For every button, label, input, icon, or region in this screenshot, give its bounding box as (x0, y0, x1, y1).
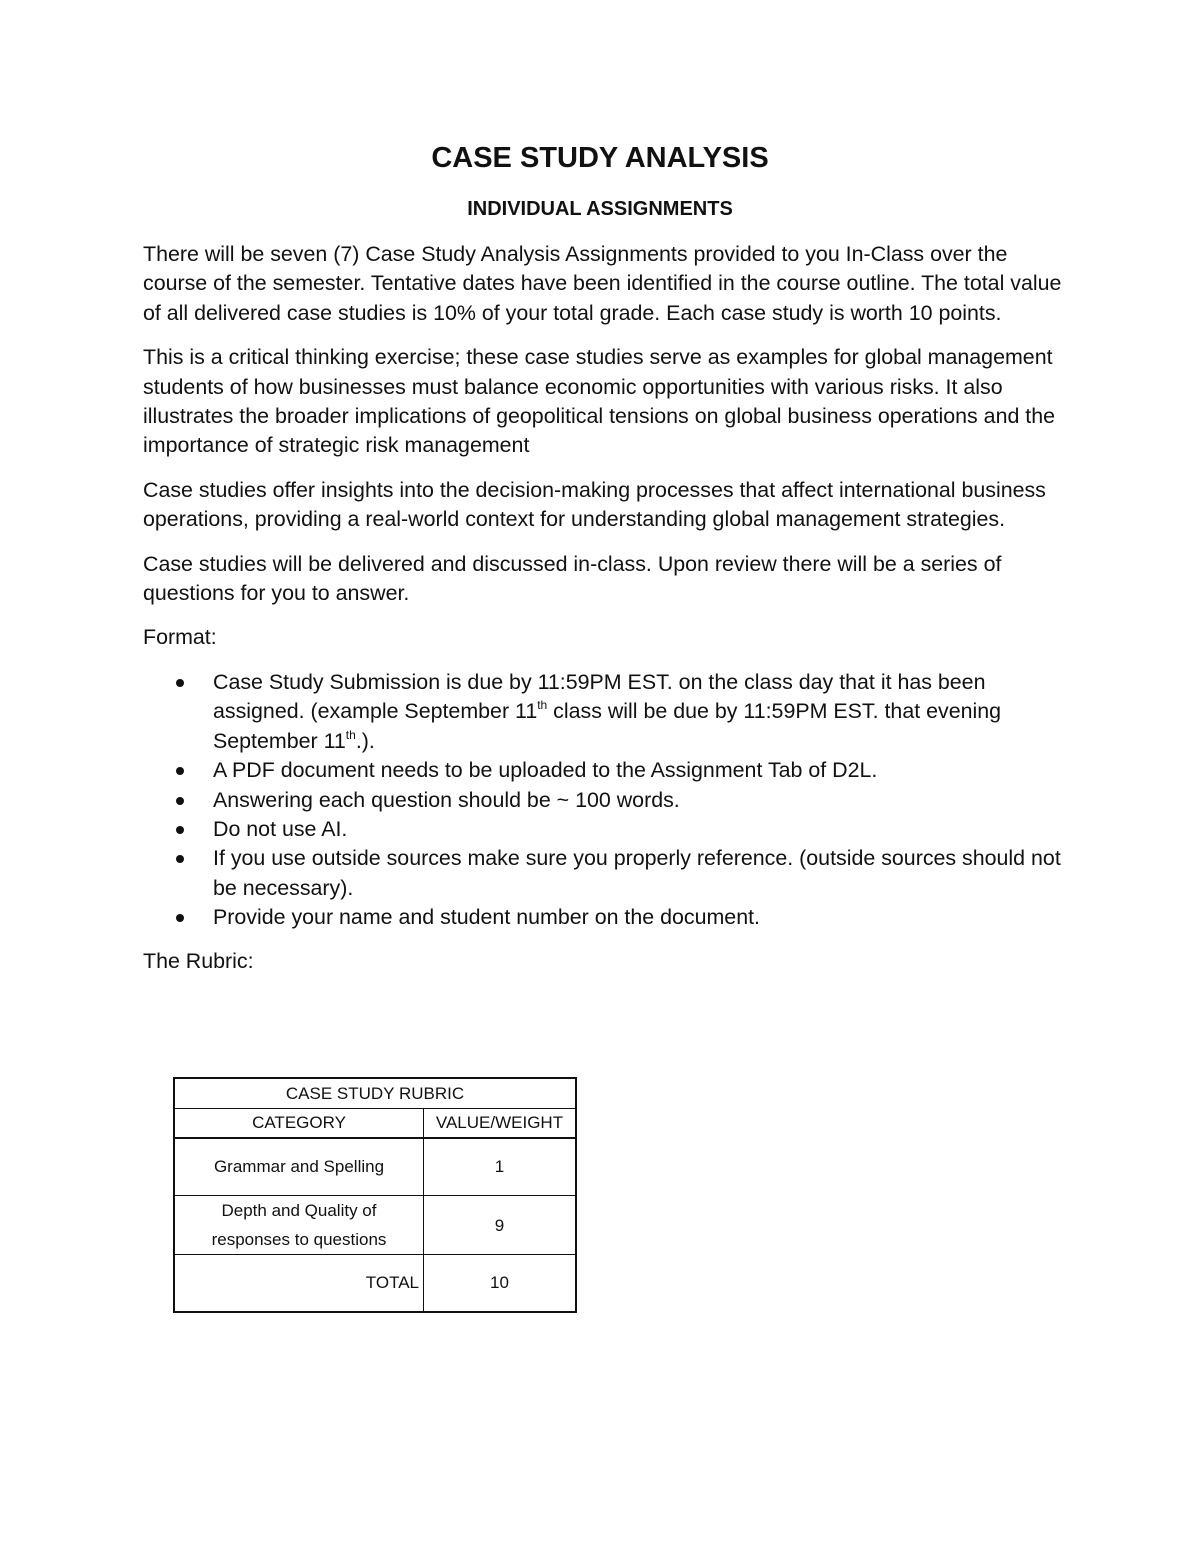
rubric-category-line: responses to questions (211, 1230, 387, 1249)
rubric-total-label: TOTAL (174, 1255, 424, 1313)
table-row (174, 1109, 576, 1139)
rubric-value: 9 (424, 1196, 577, 1255)
document-body (143, 240, 1073, 991)
rubric-category: Grammar and Spelling (174, 1138, 424, 1196)
list-item-text: class will be due by 11:59PM EST. that evening September 11 (213, 699, 1002, 753)
format-label: Format: (143, 625, 217, 650)
bullet-icon (176, 767, 184, 775)
list-item (143, 668, 1073, 756)
rubric-title: CASE STUDY RUBRIC (174, 1078, 576, 1109)
list-item-text: .). (355, 728, 375, 753)
rubric-category-line: Depth and Quality of (221, 1201, 377, 1220)
header-value: VALUE/WEIGHT (424, 1109, 577, 1139)
list-item-text: A PDF document needs to be uploaded to the Assignment Tab of D2L. (213, 758, 878, 783)
list-item (143, 844, 1073, 903)
list-item-text: Do not use AI. (213, 816, 348, 841)
bullet-icon (176, 855, 184, 863)
list-item (143, 756, 1073, 785)
paragraph-delivery: Case studies will be delivered and discussed in-class. Upon review there will be a series of questions for you to answer. (143, 551, 1002, 606)
list-item-text: Answering each question should be ~ 100 words. (213, 787, 680, 812)
paragraph-insights: Case studies offer insights into the decision-making processes that affect international business operations, providing a real-world context for understanding global management strategies. (143, 477, 1046, 532)
list-item-text: If you use outside sources make sure you properly reference. (outside sources should not be necessary). (213, 846, 1061, 900)
rubric-category (174, 1196, 424, 1255)
bullet-icon (176, 914, 184, 922)
list-item-text: Case Study Submission is due by 11:59PM EST. on the class day that it has been assigned. (example September 11 (213, 669, 986, 724)
header-category: CATEGORY (174, 1109, 424, 1139)
table-row (174, 1255, 576, 1313)
table-row (174, 1196, 576, 1255)
rubric-table (173, 1077, 577, 1313)
list-item (143, 786, 1073, 815)
document-subtitle: INDIVIDUAL ASSIGNMENTS (467, 198, 733, 220)
bullet-icon (176, 797, 184, 805)
list-item-text: Provide your name and student number on the document. (213, 905, 760, 930)
format-list (143, 668, 1073, 933)
table-row (174, 1078, 576, 1109)
bullet-icon (176, 679, 184, 687)
table-row (174, 1138, 576, 1196)
paragraph-critical-thinking: This is a critical thinking exercise; these case studies serve as examples for global management students of how businesses must balance economic opportunities with various risks. It also illustrates the broader implications of geopolitical tensions on global business operations and the importance of strategic risk management (143, 345, 1056, 458)
document-title: CASE STUDY ANALYSIS (431, 142, 769, 174)
rubric-value: 1 (424, 1138, 577, 1196)
bullet-icon (176, 826, 184, 834)
list-item (143, 815, 1073, 844)
superscript: th (537, 698, 548, 713)
rubric-label: The Rubric: (143, 948, 254, 973)
superscript: th (345, 727, 356, 742)
paragraph-intro: There will be seven (7) Case Study Analysis Assignments provided to you In-Class over the course of the semester. Tentative dates have been identified in the course outline. The total value of all delivered case studies is 10% of your total grade. Each case study is worth 10 points. (143, 242, 1062, 325)
list-item (143, 903, 1073, 932)
rubric-total-value: 10 (424, 1255, 577, 1313)
